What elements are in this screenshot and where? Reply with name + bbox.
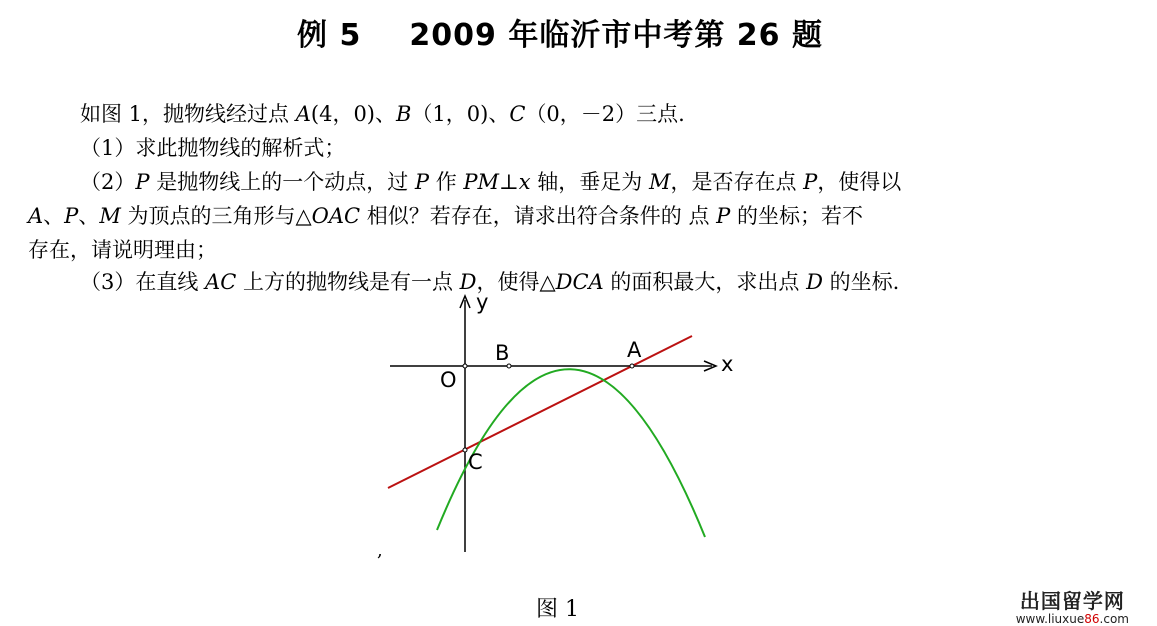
- question-2-cont: [28, 206, 863, 227]
- var: D: [459, 270, 477, 294]
- site-watermark: [1016, 585, 1129, 626]
- var: B: [396, 102, 412, 126]
- var: P: [716, 204, 731, 228]
- text: ，使得△: [476, 270, 556, 294]
- figure-caption: 图 1: [536, 597, 579, 622]
- label-y: y: [476, 290, 489, 314]
- text: 轴，垂足为: [530, 170, 649, 194]
- url-part: .com: [1099, 612, 1129, 626]
- question-2-end: 存在，请说明理由；: [28, 238, 217, 262]
- var: D: [806, 270, 823, 294]
- text: （1，0)、: [411, 102, 510, 126]
- url-highlight: 86: [1084, 612, 1100, 626]
- origin-point: [463, 364, 467, 368]
- var: A: [295, 102, 311, 126]
- problem-intro: [80, 104, 685, 125]
- label-o: O: [440, 368, 457, 392]
- var: A: [28, 204, 44, 228]
- var: P: [64, 204, 79, 228]
- text: 为顶点的三角形与△: [120, 204, 312, 228]
- question-2: [80, 172, 901, 193]
- text: （2）: [80, 170, 136, 194]
- label-c: C: [468, 450, 483, 474]
- watermark-text: 出国留学网: [1019, 589, 1125, 613]
- point-a: [630, 364, 634, 368]
- var: M: [648, 170, 671, 194]
- text: 的坐标.: [822, 270, 900, 294]
- label-x: x: [721, 352, 734, 376]
- line-ac: [388, 336, 692, 488]
- var: AC: [205, 270, 237, 294]
- watermark-url: [1016, 612, 1129, 626]
- text: 是抛物线上的一个动点，过: [149, 170, 415, 194]
- stray-mark: ,: [377, 540, 383, 561]
- text: ，使得以: [817, 170, 902, 194]
- point-c: [463, 448, 467, 452]
- var: PM: [463, 170, 500, 194]
- text: ，是否存在点: [670, 170, 804, 194]
- var: x: [518, 170, 531, 194]
- var: M: [99, 204, 121, 228]
- problem-source: 2009 年临沂市中考第 26 题: [409, 18, 823, 53]
- example-number: 例 5: [297, 18, 362, 53]
- text: 上方的抛物线是有一点: [236, 270, 460, 294]
- var: C: [509, 102, 526, 126]
- label-a: A: [627, 338, 642, 362]
- question-1: （1）求此抛物线的解析式；: [80, 136, 346, 160]
- text: 、: [43, 204, 65, 228]
- label-b: B: [495, 341, 510, 365]
- text: 、: [78, 204, 100, 228]
- parabola-figure: [380, 288, 750, 558]
- text: 相似？若存在，请求出符合条件的 点: [360, 204, 717, 228]
- text: 的面积最大，求出点: [603, 270, 807, 294]
- url-part: www.liuxue: [1015, 612, 1085, 626]
- var: P: [135, 170, 150, 194]
- var: OAC: [311, 204, 361, 228]
- text: 如图 1，抛物线经过点: [80, 102, 296, 126]
- var: P: [414, 170, 430, 194]
- var: P: [803, 170, 818, 194]
- text: 作: [429, 170, 464, 194]
- page-title: [0, 10, 1120, 54]
- text: 的坐标；若不: [730, 204, 863, 228]
- text: （0，－2）三点.: [525, 102, 685, 126]
- text: ⊥: [499, 170, 519, 194]
- text: (4，0)、: [310, 102, 396, 126]
- text: （3）在直线: [80, 270, 206, 294]
- var: DCA: [555, 270, 604, 294]
